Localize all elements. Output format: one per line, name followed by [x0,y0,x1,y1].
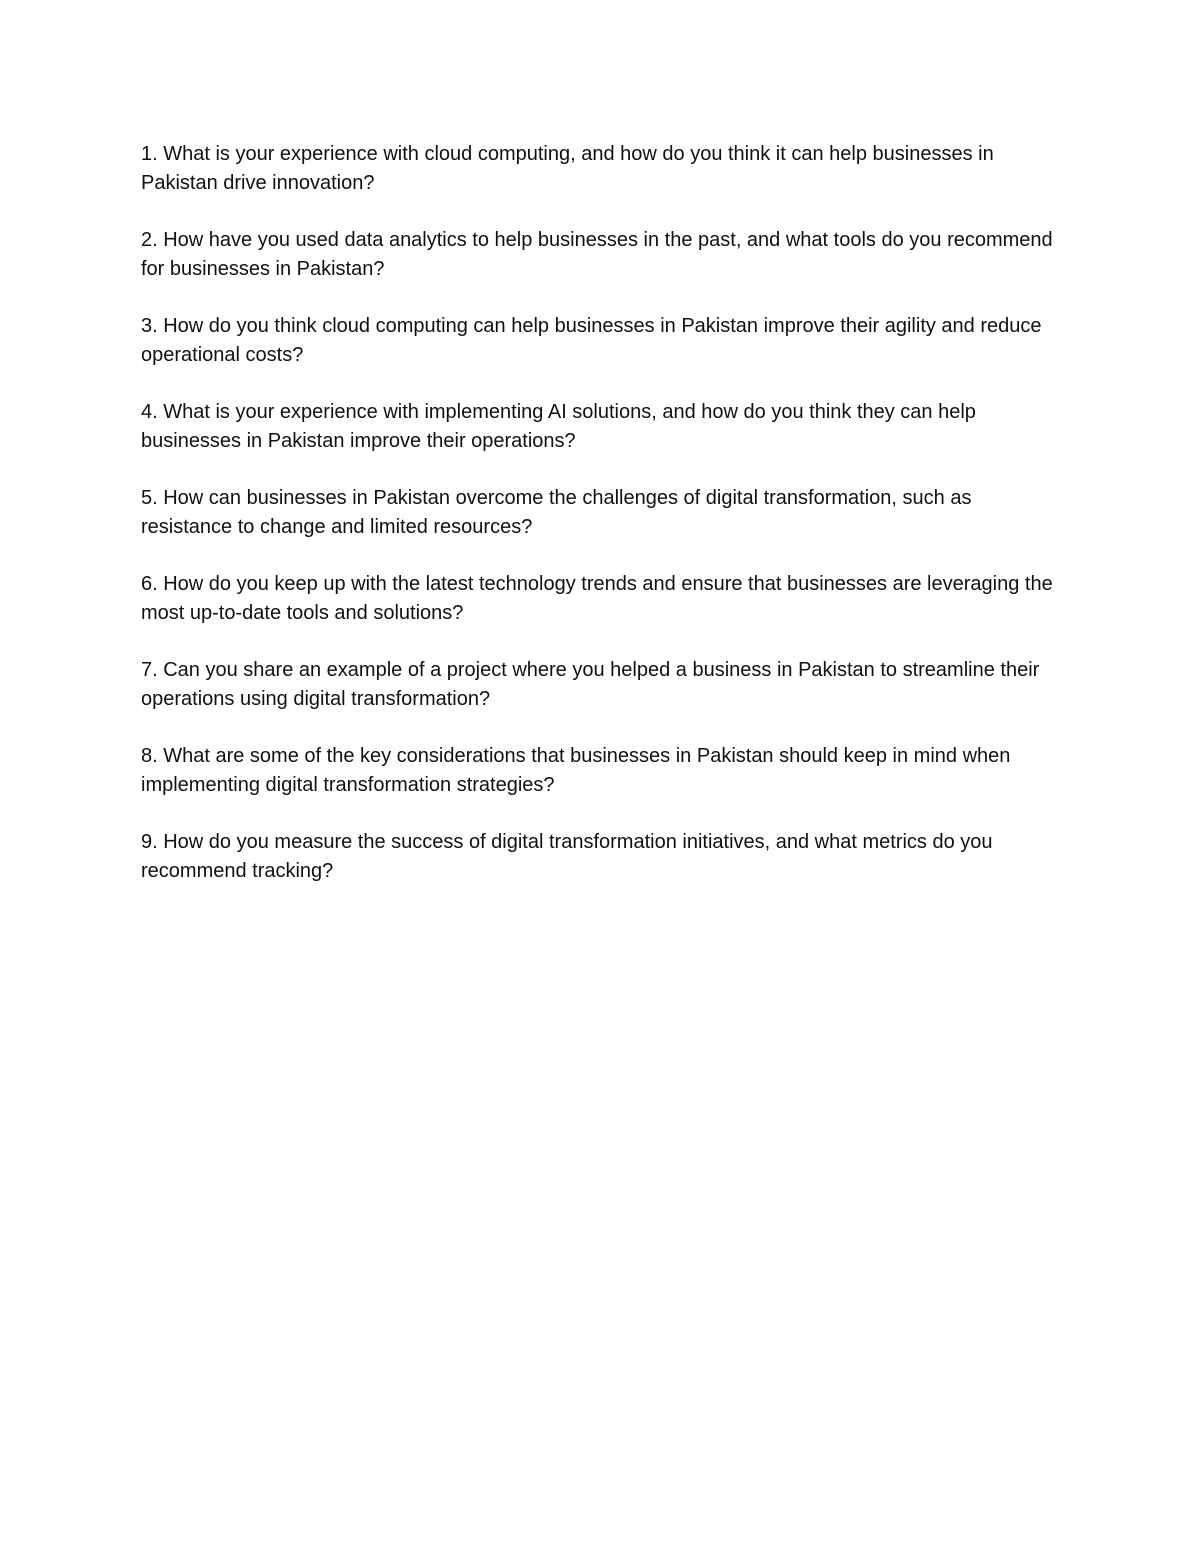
question-2: 2. How have you used data analytics to help businesses in the past, and what tools do you recommend for businesses in Pakistan? [141,229,1053,280]
question-3: 3. How do you think cloud computing can help businesses in Pakistan improve their agility and reduce operational costs? [141,315,1042,366]
question-4: 4. What is your experience with implementing AI solutions, and how do you think they can help businesses in Pakistan improve their operations? [141,401,976,452]
question-9: 9. How do you measure the success of digital transformation initiatives, and what metrics do you recommend tracking? [141,831,993,882]
question-5: 5. How can businesses in Pakistan overcome the challenges of digital transformation, such as resistance to change and limited resources? [141,487,972,538]
question-1: 1. What is your experience with cloud computing, and how do you think it can help businesses in Pakistan drive innovation? [141,143,994,194]
question-list [141,140,1061,914]
question-7: 7. Can you share an example of a project where you helped a business in Pakistan to streamline their operations using digital transformation? [141,659,1040,710]
question-8: 8. What are some of the key considerations that businesses in Pakistan should keep in mind when implementing digital transformation strategies? [141,745,1011,796]
question-6: 6. How do you keep up with the latest technology trends and ensure that businesses are leveraging the most up-to-date tools and solutions? [141,573,1053,624]
